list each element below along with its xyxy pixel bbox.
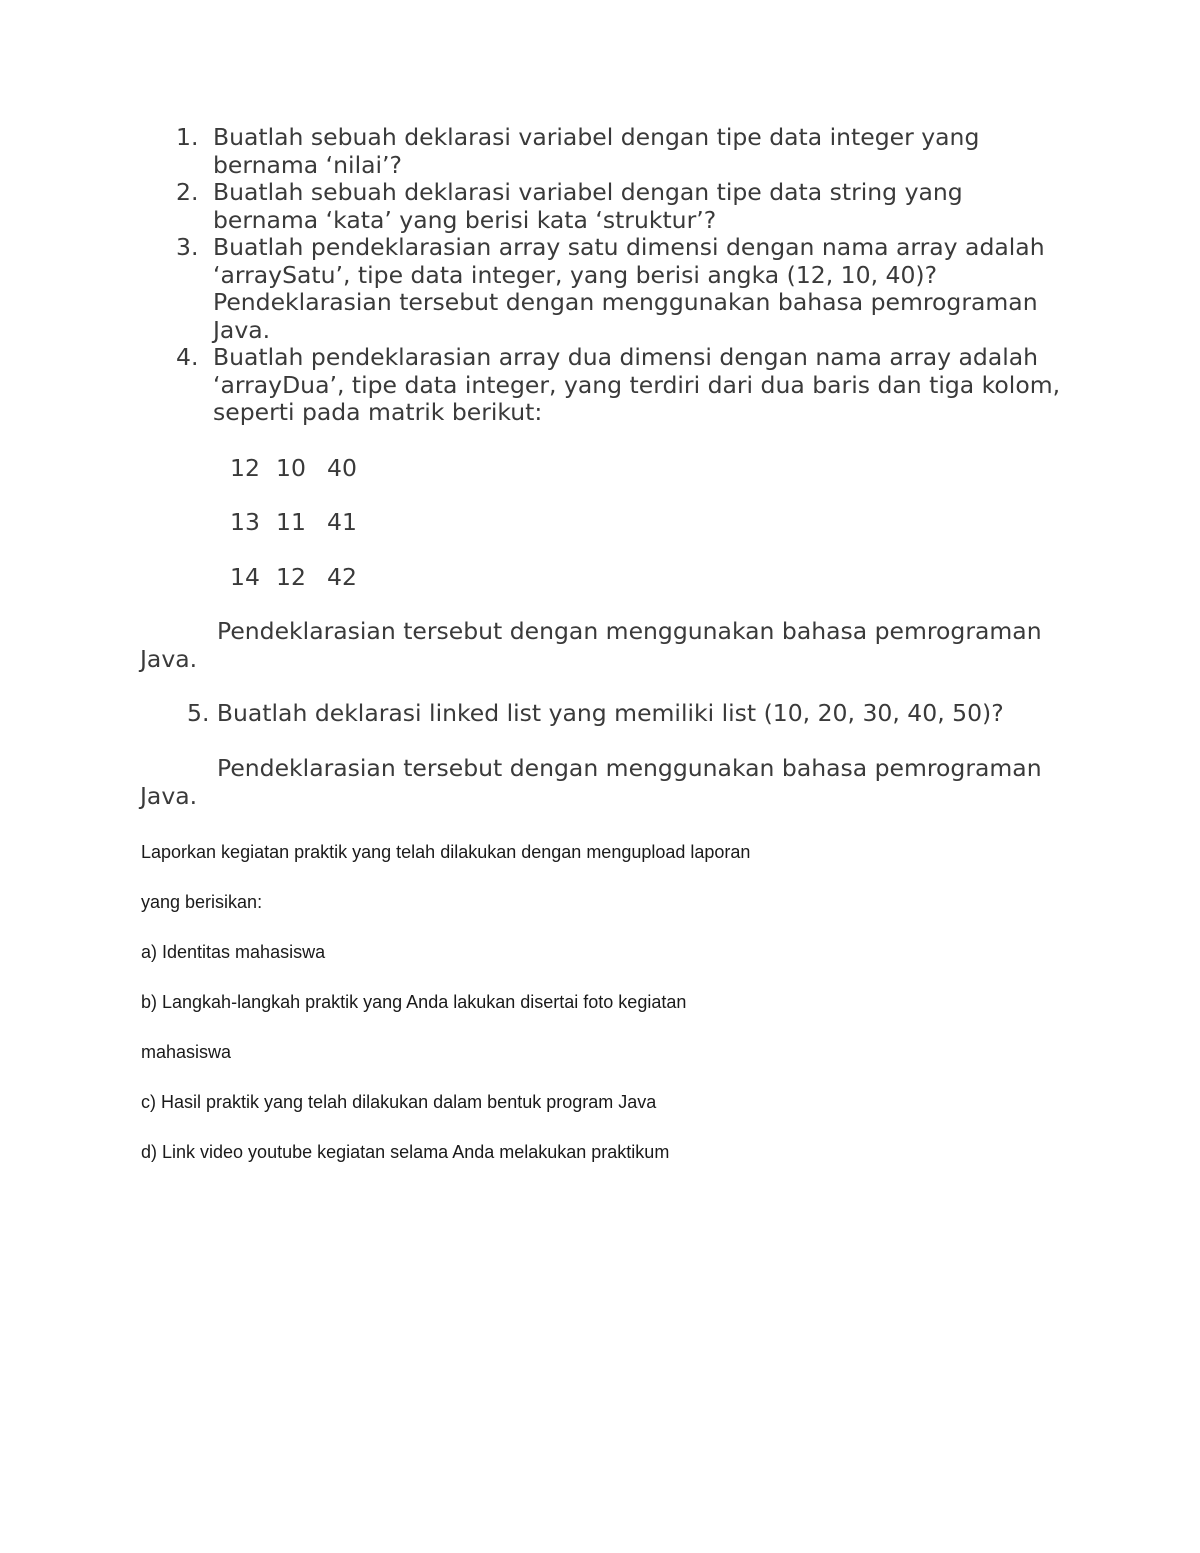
report-item-b-cont: mahasiswa	[141, 1042, 232, 1062]
question-text: Buatlah sebuah deklarasi variabel dengan tipe data string yang bernama ‘kata’ yang berisi kata ‘struktur’?	[213, 178, 963, 234]
report-line-1: Laporkan kegiatan praktik yang telah dilakukan dengan mengupload laporan	[141, 842, 751, 862]
question-number: 4.	[176, 343, 199, 371]
matrix-cell: 11	[276, 508, 306, 536]
question-number: 1.	[176, 123, 199, 151]
matrix-cell: 41	[327, 508, 357, 536]
report-line-2: yang berisikan:	[141, 892, 263, 912]
report-item-d: d) Link video youtube kegiatan selama Anda melakukan praktikum	[141, 1142, 670, 1162]
note-after-q5: Pendeklarasian tersebut dengan menggunakan bahasa pemrograman Java.	[140, 754, 1042, 810]
note-after-q4: Pendeklarasian tersebut dengan menggunakan bahasa pemrograman Java.	[140, 617, 1042, 673]
report-item-c: c) Hasil praktik yang telah dilakukan dalam bentuk program Java	[141, 1092, 657, 1112]
question-text: Buatlah pendeklarasian array dua dimensi dengan nama array adalah ‘arrayDua’, tipe data integer, yang terdiri dari dua baris dan tiga kolom, seperti pada matrik berikut:	[213, 343, 1061, 426]
matrix-cell: 13	[230, 508, 260, 536]
question-number: 2.	[176, 178, 199, 206]
matrix-cell: 42	[327, 563, 357, 591]
matrix-cell: 10	[276, 454, 306, 482]
matrix-cell: 14	[230, 563, 260, 591]
question-item	[168, 234, 1068, 344]
question-number: 3.	[176, 233, 199, 261]
question-text: Buatlah pendeklarasian array satu dimensi dengan nama array adalah ‘arraySatu’, tipe data integer, yang berisi angka (12, 10, 40)? Pendeklarasian tersebut dengan menggunakan bahasa pemrograman Java.	[213, 233, 1045, 344]
matrix-cell: 40	[327, 454, 357, 482]
question-list	[168, 124, 1068, 427]
question-item	[168, 179, 1068, 234]
question-text: Buatlah sebuah deklarasi variabel dengan tipe data integer yang bernama ‘nilai’?	[213, 123, 980, 179]
report-item-a: a) Identitas mahasiswa	[141, 942, 326, 962]
question-item	[168, 344, 1068, 427]
matrix-cell: 12	[276, 563, 306, 591]
matrix-cell: 12	[230, 454, 260, 482]
question-item	[168, 124, 1068, 179]
report-item-b: b) Langkah-langkah praktik yang Anda lakukan disertai foto kegiatan	[141, 992, 687, 1012]
question-5: 5. Buatlah deklarasi linked list yang memiliki list (10, 20, 30, 40, 50)?	[187, 699, 1004, 727]
